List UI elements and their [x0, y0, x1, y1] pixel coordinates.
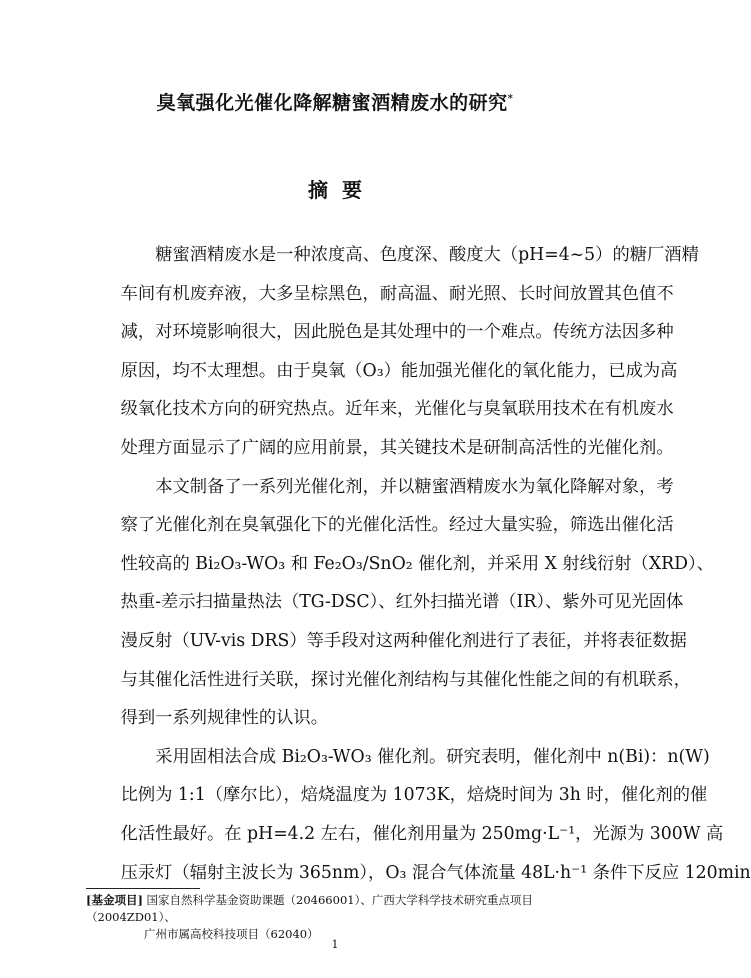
paper-title-text: 臭氧强化光催化降解糖蜜酒精废水的研究	[156, 92, 508, 114]
text-line: 察了光催化剂在臭氧强化下的光催化活性。经过大量实验，筛选出催化活	[120, 515, 674, 536]
text-line: 原因，均不太理想。由于臭氧（O₃）能加强光催化的氧化能力，已成为高	[120, 360, 678, 381]
text-line: 糖蜜酒精废水是一种浓度高、色度深、酸度大（pH=4~5）的糖厂酒精	[155, 245, 699, 265]
text-line: 性较高的 Bi₂O₃-WO₃ 和 Fe₂O₃/SnO₂ 催化剂，并采用 X 射线衍射（XRD）、	[120, 553, 714, 574]
footnote-line-2: 广州市属高校科技项目（62040）	[144, 927, 319, 941]
text-line: 比例为 1:1（摩尔比），焙烧温度为 1073K，焙烧时间为 3h 时，催化剂的催	[120, 785, 708, 806]
text-line: 化活性最好。在 pH=4.2 左右，催化剂用量为 250mg·L⁻¹，光源为 300W 高	[120, 823, 724, 844]
text-line: 车间有机废弃液，大多呈棕黑色，耐高温、耐光照、长时间放置其色值不	[120, 283, 674, 304]
text-line: 采用固相法合成 Bi₂O₃-WO₃ 催化剂。研究表明，催化剂中 n(Bi)：n(W)	[155, 746, 710, 767]
text-line: 压汞灯（辐射主波长为 365nm），O₃ 混合气体流量 48L·h⁻¹ 条件下反应 120min	[120, 862, 751, 883]
abstract-heading: 摘要	[308, 178, 376, 202]
text-line: 减，对环境影响很大，因此脱色是其处理中的一个难点。传统方法因多种	[120, 322, 674, 343]
footnote	[86, 892, 606, 943]
text-line: 得到一系列规律性的认识。	[120, 708, 328, 729]
text-line: 与其催化活性进行关联，探讨光催化剂结构与其催化性能之间的有机联系，	[120, 669, 691, 690]
abstract-body	[86, 236, 751, 892]
abstract-paragraph-3	[86, 738, 751, 892]
page-number: 1	[331, 938, 339, 951]
text-line: 级氧化技术方向的研究热点。近年来，光催化与臭氧联用技术在有机废水	[120, 399, 674, 420]
text-line: 漫反射（UV-vis DRS）等手段对这两种催化剂进行了表征，并将表征数据	[120, 630, 687, 651]
footnote-label: [基金项目]	[86, 893, 143, 907]
paper-title	[0, 88, 670, 115]
text-line: 热重-差示扫描量热法（TG-DSC）、红外扫描光谱（IR）、紫外可见光固体	[120, 592, 684, 613]
footnote-divider	[86, 888, 200, 889]
text-line: 处理方面显示了广阔的应用前景，其关键技术是研制高活性的光催化剂。	[120, 437, 674, 458]
title-footnote-mark: *	[507, 93, 514, 105]
text-line: 本文制备了一系列光催化剂，并以糖蜜酒精废水为氧化降解对象，考	[155, 476, 674, 497]
footnote-line-1: 国家自然科学基金资助课题（20466001）、广西大学科学技术研究重点项目（2004ZD01）、	[86, 893, 533, 924]
abstract-paragraph-1	[86, 236, 699, 468]
abstract-paragraph-2	[86, 468, 714, 738]
